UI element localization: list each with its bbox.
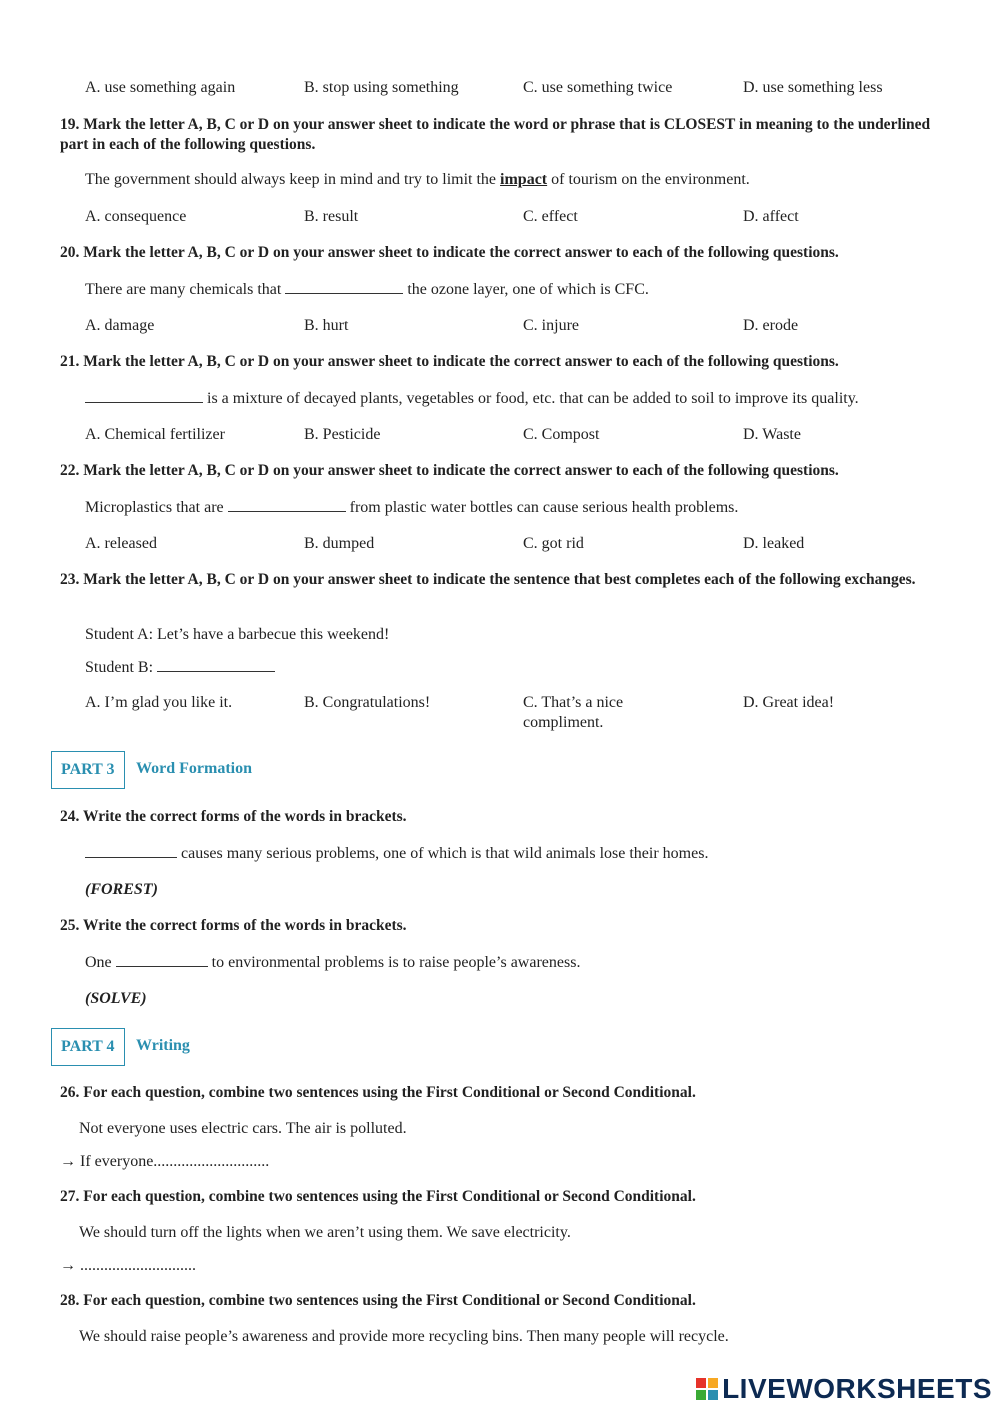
part3-title: Word Formation <box>136 760 252 777</box>
q23-blank[interactable] <box>157 657 275 672</box>
part3-label: PART 3 <box>52 752 125 788</box>
q26-answer-line[interactable]: → If everyone............................. <box>60 1153 270 1170</box>
q21-instruction: 21. Mark the letter A, B, C or D on your answer sheet to indicate the correct answer to each of the following questions. <box>60 353 839 370</box>
q27-answer-line[interactable]: → ............................. <box>60 1257 196 1274</box>
q20-option-a[interactable]: A. damage <box>85 317 155 334</box>
part4-label-box <box>51 1028 125 1066</box>
q20-option-d[interactable]: D. erode <box>743 317 799 334</box>
part3-label-box <box>51 751 125 789</box>
q23-option-b[interactable]: B. Congratulations! <box>304 694 431 711</box>
brand-name: LIVEWORKSHEETS <box>722 1373 992 1404</box>
q21-blank[interactable] <box>85 388 203 403</box>
q20-sentence-after: the ozone layer, one of which is CFC. <box>403 281 649 298</box>
q27-sentence: We should turn off the lights when we aren’t using them. We save electricity. <box>79 1224 571 1241</box>
q26-instruction: 26. For each question, combine two sentences using the First Conditional or Second Conditional. <box>60 1084 696 1101</box>
q21-sentence-after: is a mixture of decayed plants, vegetables or food, etc. that can be added to soil to improve its quality. <box>203 390 859 407</box>
q18-option-b[interactable]: B. stop using something <box>304 79 459 96</box>
q19-sentence-after: of tourism on the environment. <box>547 171 750 188</box>
q27-instruction: 27. For each question, combine two sentences using the First Conditional or Second Conditional. <box>60 1188 696 1205</box>
q24-blank[interactable] <box>85 843 177 858</box>
q19-option-c[interactable]: C. effect <box>523 208 578 225</box>
q18-option-d[interactable]: D. use something less <box>743 79 883 96</box>
q19-sentence <box>85 170 750 190</box>
q20-sentence-before: There are many chemicals that <box>85 281 286 298</box>
q19-sentence-before: The government should always keep in mind and try to limit the <box>85 171 501 188</box>
q21-option-d[interactable]: D. Waste <box>743 426 801 443</box>
q20-sentence <box>85 279 649 300</box>
q22-blank[interactable] <box>228 497 346 512</box>
q20-option-b[interactable]: B. hurt <box>304 317 349 334</box>
q23-option-a[interactable]: A. I’m glad you like it. <box>85 694 233 711</box>
part4-title: Writing <box>136 1037 190 1054</box>
q25-blank[interactable] <box>116 952 208 967</box>
q23-student-b: Student B: <box>85 659 158 676</box>
q26-sentence: Not everyone uses electric cars. The air is polluted. <box>79 1120 407 1137</box>
q19-instruction: 19. Mark the letter A, B, C or D on your answer sheet to indicate the word or phrase that is CLOSEST in meaning to the underlined part in each of the following questions. <box>60 116 931 153</box>
q25-instruction: 25. Write the correct forms of the words in brackets. <box>60 917 407 934</box>
q24-sentence-after: causes many serious problems, one of which is that wild animals lose their homes. <box>177 845 709 862</box>
q20-blank[interactable] <box>285 279 403 294</box>
q21-sentence <box>85 388 859 409</box>
q22-option-a[interactable]: A. released <box>85 535 157 552</box>
q28-instruction: 28. For each question, combine two sentences using the First Conditional or Second Conditional. <box>60 1292 696 1309</box>
q25-hint: (SOLVE) <box>85 990 147 1007</box>
q18-option-a[interactable]: A. use something again <box>85 79 236 96</box>
q23-instruction: 23. Mark the letter A, B, C or D on your answer sheet to indicate the sentence that best completes each of the following exchanges. <box>60 571 916 588</box>
q21-option-c[interactable]: C. Compost <box>523 426 600 443</box>
q22-sentence <box>85 497 738 518</box>
q20-instruction: 20. Mark the letter A, B, C or D on your answer sheet to indicate the correct answer to each of the following questions. <box>60 244 839 261</box>
q25-sentence <box>85 952 580 973</box>
q23-student-b-line <box>85 657 275 678</box>
q22-sentence-after: from plastic water bottles can cause serious health problems. <box>345 499 739 516</box>
q22-option-d[interactable]: D. leaked <box>743 535 805 552</box>
q22-instruction: 22. Mark the letter A, B, C or D on your answer sheet to indicate the correct answer to each of the following questions. <box>60 462 839 479</box>
q25-sentence-after: to environmental problems is to raise people’s awareness. <box>207 954 581 971</box>
q19-underlined-word: impact <box>500 171 548 188</box>
q19-option-d[interactable]: D. affect <box>743 208 799 225</box>
q20-option-c[interactable]: C. injure <box>523 317 579 334</box>
q18-option-c[interactable]: C. use something twice <box>523 79 673 96</box>
q21-option-b[interactable]: B. Pesticide <box>304 426 381 443</box>
part4-label: PART 4 <box>52 1029 125 1065</box>
q25-sentence-before: One <box>85 954 116 971</box>
q21-option-a[interactable]: A. Chemical fertilizer <box>85 426 225 443</box>
q22-option-b[interactable]: B. dumped <box>304 535 375 552</box>
q24-instruction: 24. Write the correct forms of the words in brackets. <box>60 808 407 825</box>
q22-sentence-before: Microplastics that are <box>85 499 228 516</box>
q23-option-d[interactable]: D. Great idea! <box>743 694 835 711</box>
q19-option-a[interactable]: A. consequence <box>85 208 187 225</box>
q24-hint: (FOREST) <box>85 881 158 898</box>
q19-option-b[interactable]: B. result <box>304 208 359 225</box>
q23-option-c[interactable]: C. That’s a nice compliment. <box>523 694 624 731</box>
q23-student-a: Student A: Let’s have a barbecue this weekend! <box>85 626 390 643</box>
q22-option-c[interactable]: C. got rid <box>523 535 584 552</box>
liveworksheets-logo <box>696 1373 992 1405</box>
logo-grid-icon <box>696 1378 718 1400</box>
q24-sentence <box>85 843 708 864</box>
q28-sentence: We should raise people’s awareness and provide more recycling bins. Then many people will recycle. <box>79 1328 729 1345</box>
